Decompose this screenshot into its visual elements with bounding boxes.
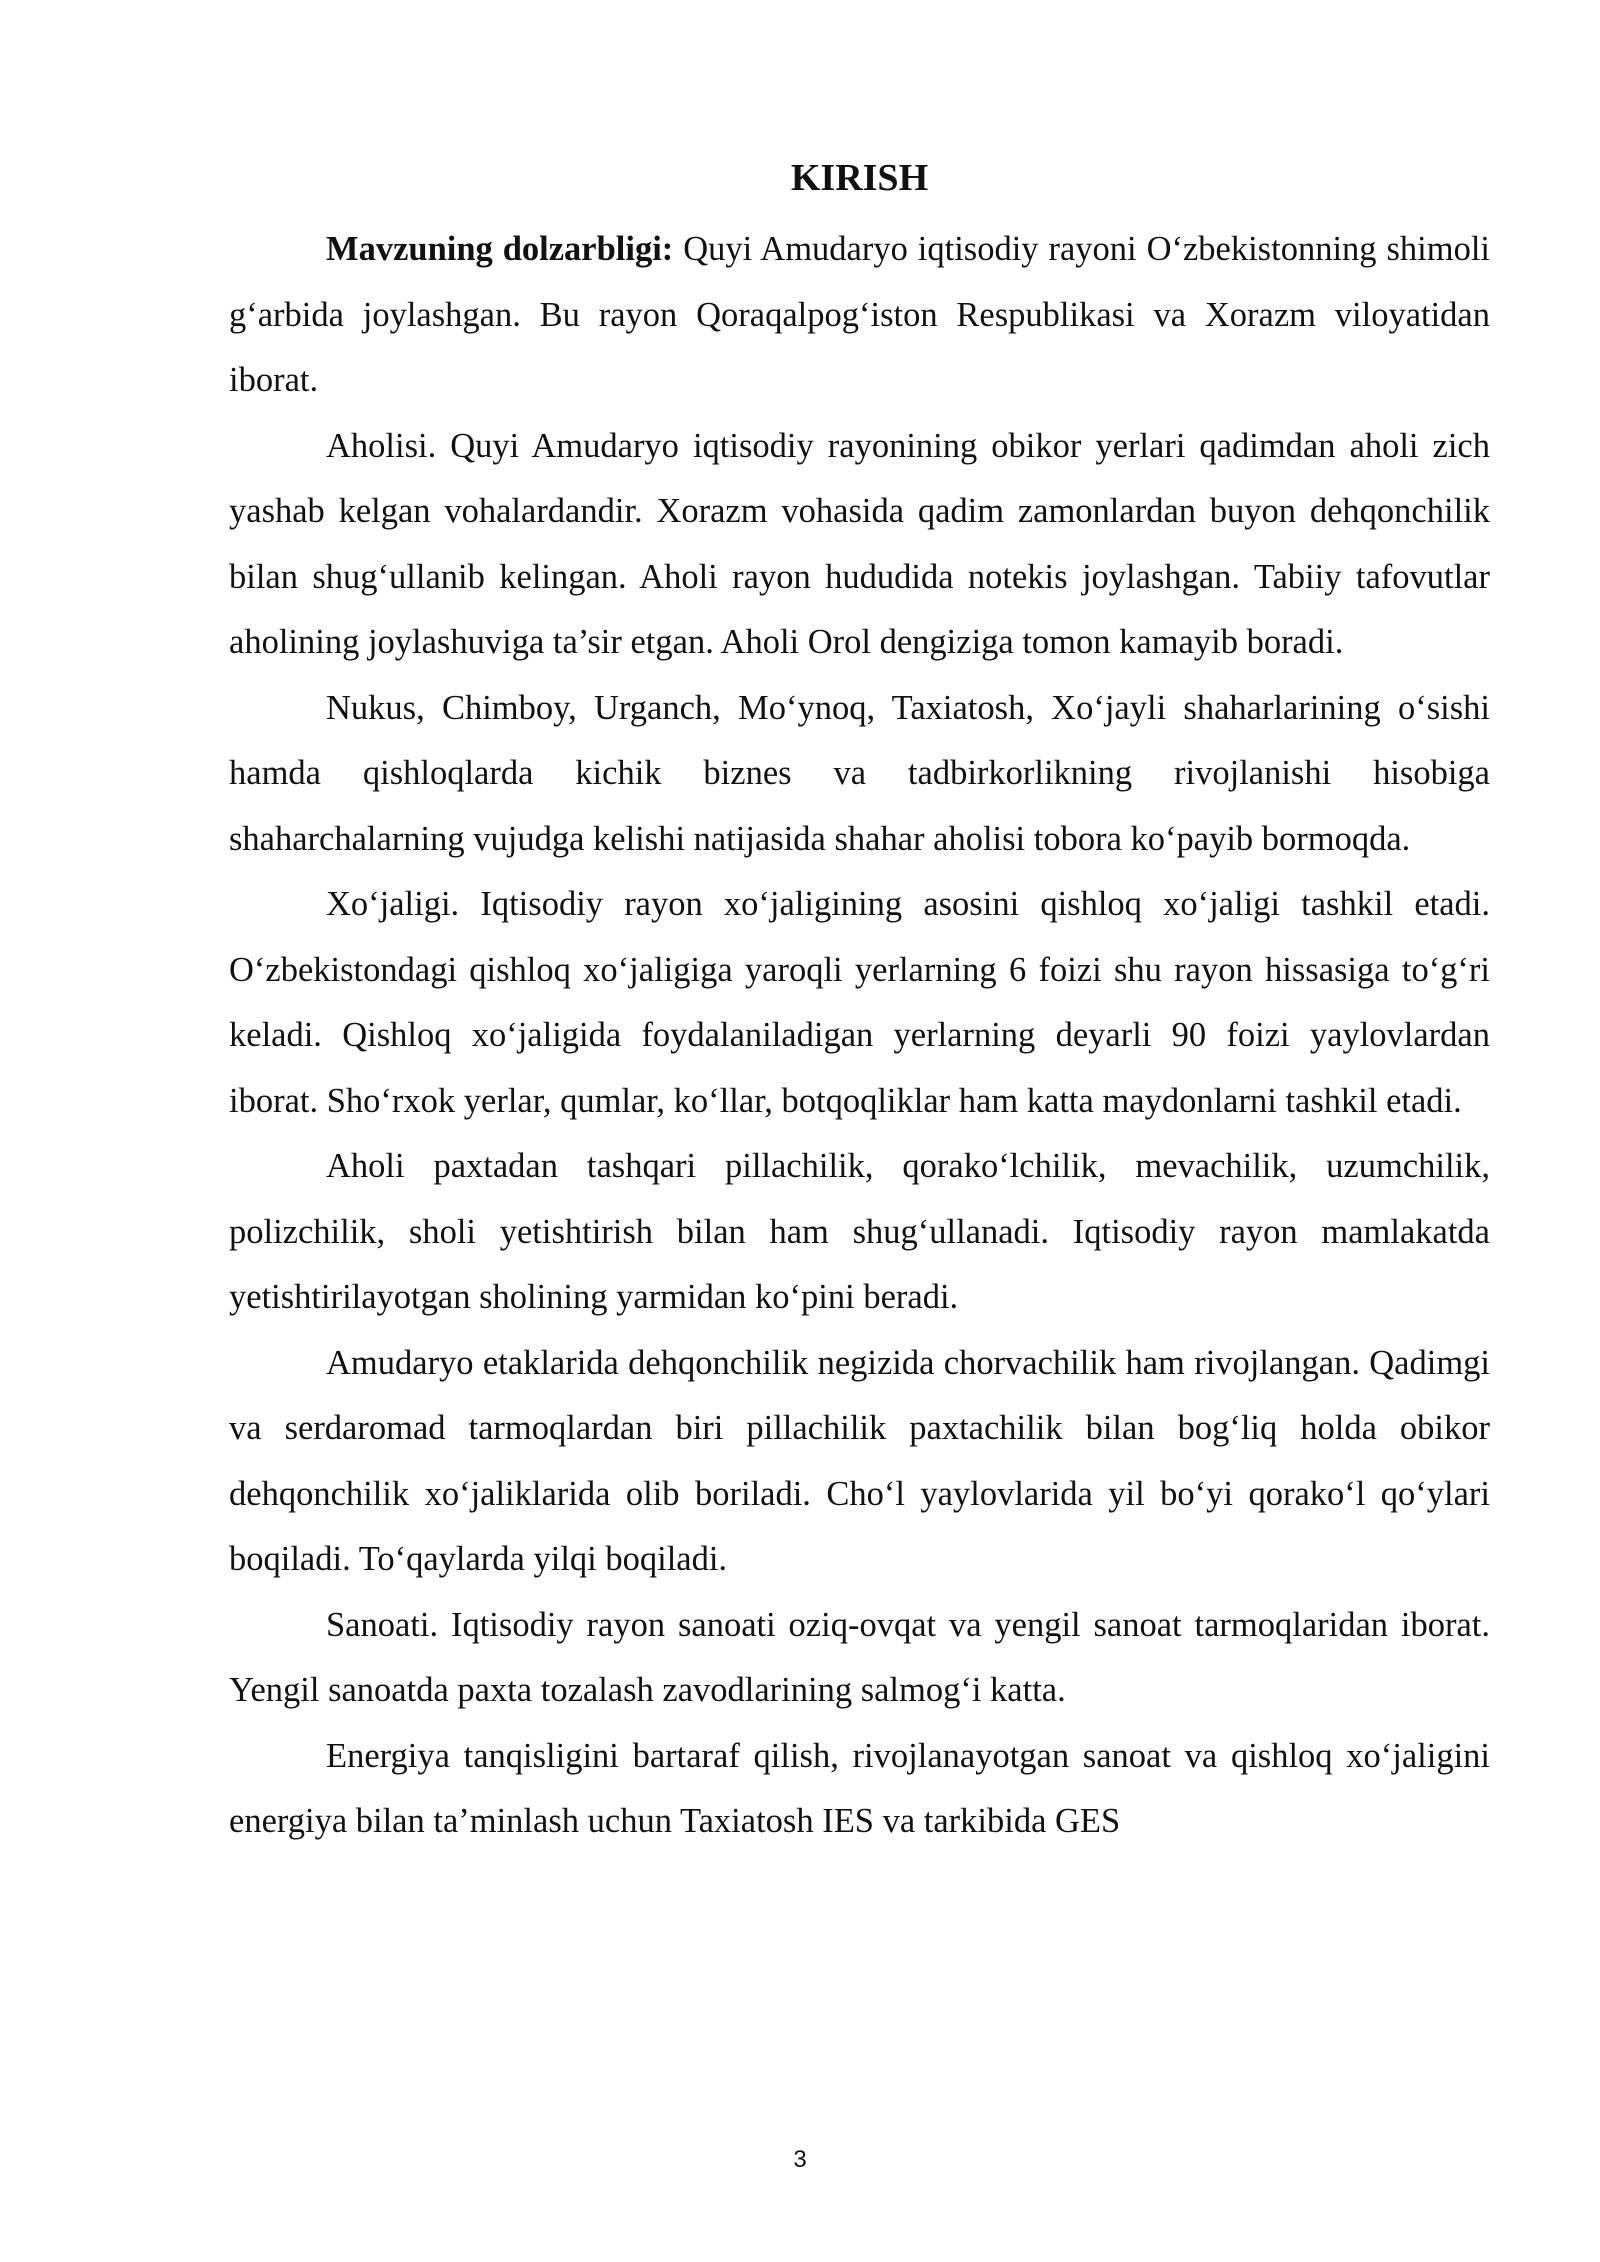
paragraph-text: Aholisi. Quyi Amudaryo iqtisodiy rayonining obikor yerlari qadimdan aholi zich yashab kelgan vohalardandir. Xorazm vohasida qadim zamonlardan buyon dehqonchilik bilan shug‘ullanib kelingan. Aholi rayon hududida notekis joylashgan. Tabiiy tafovutlar aholining joylashuviga ta’sir etgan. Aholi Orol dengiziga tomon kamayib boradi. xyxy=(229,426,1490,661)
paragraph-industry xyxy=(229,1593,1490,1724)
paragraph-relevance xyxy=(229,217,1490,414)
paragraph-text: Aholi paxtadan tashqari pillachilik, qorako‘lchilik, mevachilik, uzumchilik, polizchilik, sholi yetishtirish bilan ham shug‘ullanadi. Iqtisodiy rayon mamlakatda yetishtirilayotgan sholining yarmidan ko‘pini beradi. xyxy=(229,1147,1490,1316)
paragraph-lead: Mavzuning dolzarbligi: xyxy=(326,230,674,268)
paragraph-text: Energiya tanqisligini bartaraf qilish, rivojlanayotgan sanoat va qishloq xo‘jaligini energiya bilan ta’minlash uchun Taxiatosh IES va tarkibida GES xyxy=(229,1736,1490,1840)
page-heading: KIRISH xyxy=(790,157,929,199)
paragraph-text: Nukus, Chimboy, Urganch, Mo‘ynoq, Taxiatosh, Xo‘jayli shaharlarining o‘sishi hamda qishloqlarda kichik biznes va tadbirkorlikning rivojlanishi hisobiga shaharchalarning vujudga kelishi natijasida shahar aholisi tobora ko‘payib bormoqda. xyxy=(229,688,1490,858)
paragraph-agriculture xyxy=(229,1134,1490,1331)
paragraph-text: Xo‘jaligi. Iqtisodiy rayon xo‘jaligining asosini qishloq xo‘jaligi tashkil etadi. O‘zbekistondagi qishloq xo‘jaligiga yaroqli yerlarning 6 foizi shu rayon hissasiga to‘g‘ri keladi. Qishloq xo‘jaligida foydalaniladigan yerlarning deyarli 90 foizi yaylovlardan iborat. Sho‘rxok yerlar, qumlar, ko‘llar, botqoqliklar ham katta maydonlarni tashkil etadi. xyxy=(229,885,1490,1120)
paragraph-text: Quyi Amudaryo iqtisodiy rayoni O‘zbekistonning shimoli g‘arbida joylashgan. Bu rayon Qoraqalpog‘iston Respublikasi va Xorazm viloyatidan iborat. xyxy=(229,230,1490,399)
paragraph-livestock xyxy=(229,1331,1490,1593)
paragraph-population xyxy=(229,414,1490,676)
body-text xyxy=(229,217,1490,1855)
paragraph-text: Sanoati. Iqtisodiy rayon sanoati oziq-ovqat va yengil sanoat tarmoqlaridan iborat. Yengil sanoatda paxta tozalash zavodlarining salmog‘i katta. xyxy=(229,1605,1490,1709)
paragraph-text: Amudaryo etaklarida dehqonchilik negizida chorvachilik ham rivojlangan. Qadimgi va serdaromad tarmoqlardan biri pillachilik paxtachilik bilan bog‘liq holda obikor dehqonchilik xo‘jaliklarida olib boriladi. Cho‘l yaylovlarida yil bo‘yi qorako‘l qo‘ylari boqiladi. To‘qaylarda yilqi boqiladi. xyxy=(229,1343,1490,1578)
paragraph-cities xyxy=(229,676,1490,873)
page-number: 3 xyxy=(793,2146,807,2173)
paragraph-energy xyxy=(229,1724,1490,1855)
paragraph-economy xyxy=(229,872,1490,1134)
